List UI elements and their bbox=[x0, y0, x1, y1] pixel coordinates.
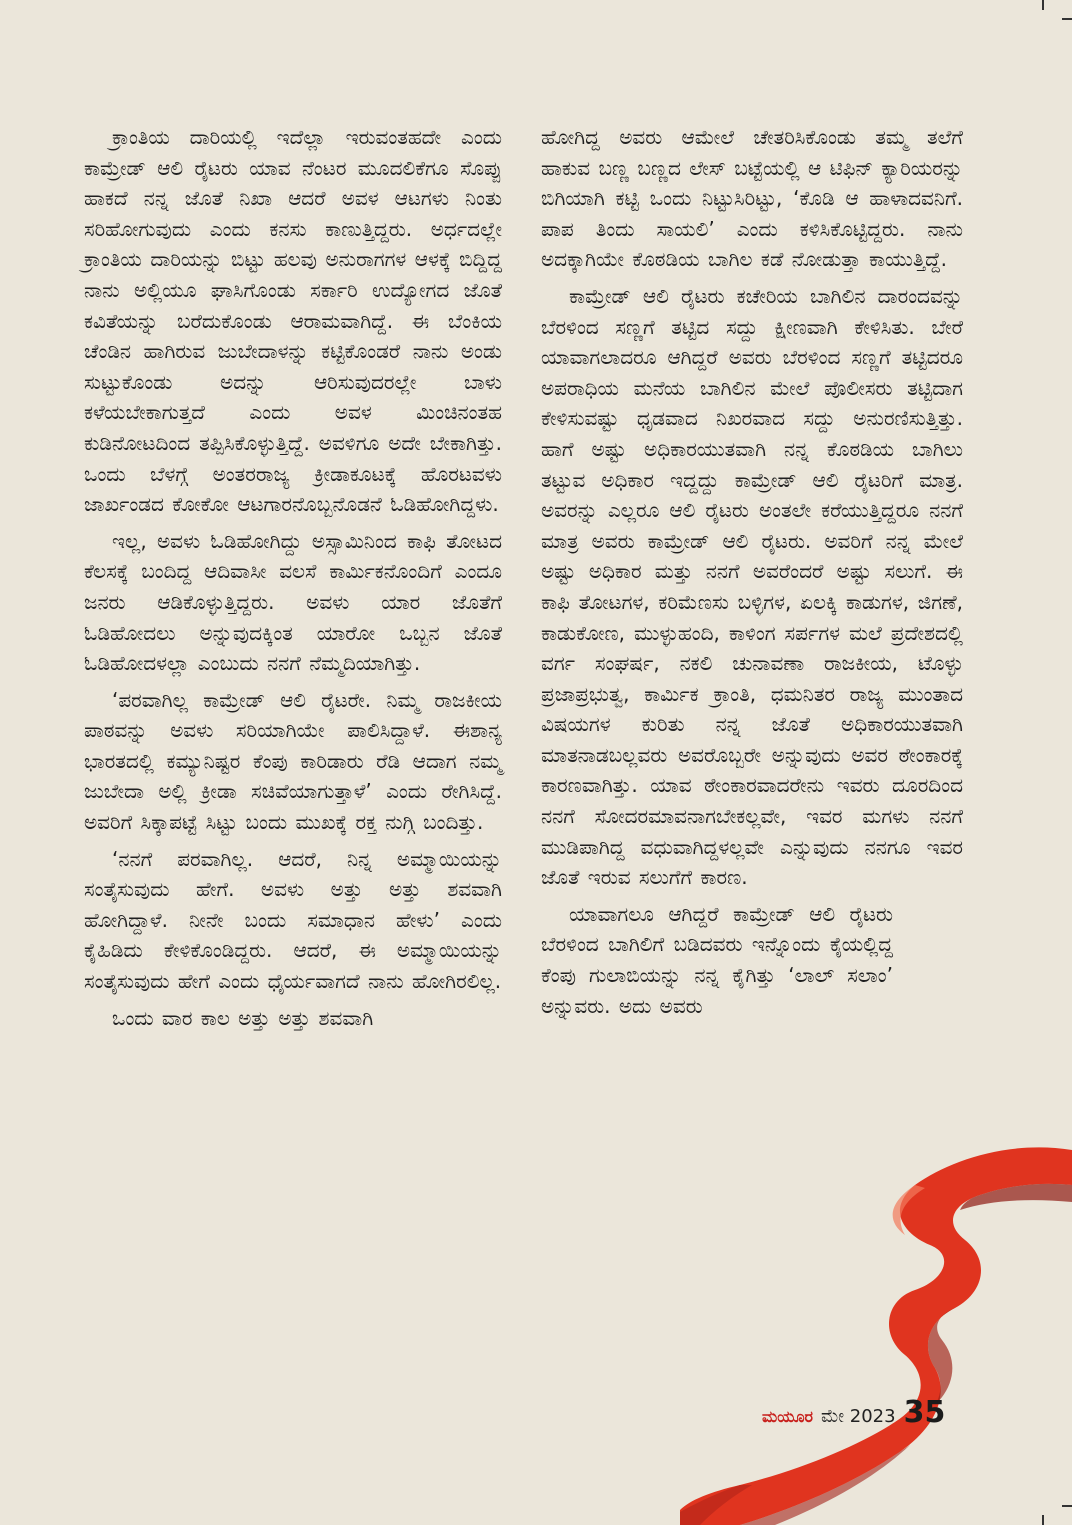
body-paragraph: ‘ನನಗೆ ಪರವಾಗಿಲ್ಲ. ಆದರೆ, ನಿನ್ನ ಅಮ್ಮಾಯಿಯನ್ನು ಸಂತೈಸುವುದು ಹೇಗೆ. ಅವಳು ಅತ್ತು ಅತ್ತು ಶವವಾಗಿ ಹೋಗಿದ್ದಾಳೆ. ನೀನೇ ಬಂದು ಸಮಾಧಾನ ಹೇಳು’ ಎಂದು ಕೈಹಿಡಿದು ಕೇಳಿಕೊಂಡಿದ್ದರು. ಆದರೆ, ಈ ಅಮ್ಮಾಯಿಯನ್ನು ಸಂತೈಸುವುದು ಹೇಗೆ ಎಂದು ಧೈರ್ಯವಾಗದೆ ನಾನು ಹೋಗಿರಲಿಲ್ಲ. bbox=[84, 846, 502, 994]
body-paragraph: ಕ್ರಾಂತಿಯ ದಾರಿಯಲ್ಲಿ ಇದೆಲ್ಲಾ ಇರುವಂತಹದೇ ಎಂದು ಕಾಮ್ರೇಡ್ ಆಲಿ ರೈಟರು ಯಾವ ನೆಂಟರ ಮೂದಲಿಕೆಗೂ ಸೊಪ್ಪು ಹಾಕದೆ ನನ್ನ ಜೊತೆ ನಿಖಾ ಆದರೆ ಅವಳ ಆಟಗಳು ನಿಂತು ಸರಿಹೋಗುವುದು ಎಂದು ಕನಸು ಕಾಣುತ್ತಿದ್ದರು. ಅರ್ಧದಲ್ಲೇ ಕ್ರಾಂತಿಯ ದಾರಿಯನ್ನು ಬಿಟ್ಟು ಹಲವು ಅನುರಾಗಗಳ ಆಳಕ್ಕೆ ಬಿದ್ದಿದ್ದ ನಾನು ಅಲ್ಲಿಯೂ ಘಾಸಿಗೊಂಡು ಸರ್ಕಾರಿ ಉದ್ಯೋಗದ ಜೊತೆ ಕವಿತೆಯನ್ನು ಬರೆದುಕೊಂಡು ಆರಾಮವಾಗಿದ್ದೆ. ಈ ಬೆಂಕಿಯ ಚೆಂಡಿನ ಹಾಗಿರುವ ಜುಬೇದಾಳನ್ನು ಕಟ್ಟಿಕೊಂಡರೆ ನಾನು ಅಂಡು ಸುಟ್ಟುಕೊಂಡು ಅದನ್ನು ಆರಿಸುವುದರಲ್ಲೇ ಬಾಳು ಕಳೆಯಬೇಕಾಗುತ್ತದೆ ಎಂದು ಅವಳ ಮಿಂಚಿನಂತಹ ಕುಡಿನೋಟದಿಂದ ತಪ್ಪಿಸಿಕೊಳ್ಳುತ್ತಿದ್ದೆ. ಅವಳಿಗೂ ಅದೇ ಬೇಕಾಗಿತ್ತು. ಒಂದು ಬೆಳಗ್ಗೆ ಅಂತರರಾಜ್ಯ ಕ್ರೀಡಾಕೂಟಕ್ಕೆ ಹೊರಟವಳು ಜಾರ್ಖಂಡದ ಕೋಕೋ ಆಟಗಾರನೊಬ್ಬನೊಡನೆ ಓಡಿಹೋಗಿದ್ದಳು. bbox=[84, 125, 502, 517]
crop-mark bbox=[1042, 0, 1044, 10]
issue-date: ಮೇ 2023 bbox=[821, 1406, 896, 1427]
body-paragraph: ಕಾಮ್ರೇಡ್ ಆಲಿ ರೈಟರು ಕಚೇರಿಯ ಬಾಗಿಲಿನ ದಾರಂದವನ್ನು ಬೆರಳಿಂದ ಸಣ್ಣಗೆ ತಟ್ಟಿದ ಸದ್ದು ಕ್ಷೀಣವಾಗಿ ಕೇಳಿಸಿತು. ಬೇರೆ ಯಾವಾಗಲಾದರೂ ಆಗಿದ್ದರೆ ಅವರು ಬೆರಳಿಂದ ಸಣ್ಣಗೆ ತಟ್ಟಿದರೂ ಅಪರಾಧಿಯ ಮನೆಯ ಬಾಗಿಲಿನ ಮೇಲೆ ಪೊಲೀಸರು ತಟ್ಟಿದಾಗ ಕೇಳಿಸುವಷ್ಟು ಧೃಡವಾದ ನಿಖರವಾದ ಸದ್ದು ಅನುರಣಿಸುತ್ತಿತ್ತು. ಹಾಗೆ ಅಷ್ಟು ಅಧಿಕಾರಯುತವಾಗಿ ನನ್ನ ಕೊಠಡಿಯ ಬಾಗಿಲು ತಟ್ಟುವ ಅಧಿಕಾರ ಇದ್ದದ್ದು ಕಾಮ್ರೇಡ್ ಆಲಿ ರೈಟರಿಗೆ ಮಾತ್ರ. ಅವರನ್ನು ಎಲ್ಲರೂ ಆಲಿ ರೈಟರು ಅಂತಲೇ ಕರೆಯುತ್ತಿದ್ದರೂ ನನಗೆ ಮಾತ್ರ ಅವರು ಕಾಮ್ರೇಡ್ ಆಲಿ ರೈಟರು. ಅವರಿಗೆ ನನ್ನ ಮೇಲೆ ಅಷ್ಟು ಅಧಿಕಾರ ಮತ್ತು ನನಗೆ ಅವರೆಂದರೆ ಅಷ್ಟು ಸಲುಗೆ. ಈ ಕಾಫಿ ತೋಟಗಳ, ಕರಿಮೆಣಸು ಬಳ್ಳಿಗಳ, ಏಲಕ್ಕಿ ಕಾಡುಗಳ, ಜಿಗಣೆ, ಕಾಡುಕೋಣ, ಮುಳ್ಳುಹಂದಿ, ಕಾಳಿಂಗ ಸರ್ಪಗಳ ಮಲೆ ಪ್ರದೇಶದಲ್ಲಿ ವರ್ಗ ಸಂಘರ್ಷ, ನಕಲಿ ಚುನಾವಣಾ ರಾಜಕೀಯ, ಟೊಳ್ಳು ಪ್ರಜಾಪ್ರಭುತ್ವ, ಕಾರ್ಮಿಕ ಕ್ರಾಂತಿ, ಧಮನಿತರ ರಾಜ್ಯ ಮುಂತಾದ ವಿಷಯಗಳ ಕುರಿತು ನನ್ನ ಜೊತೆ ಅಧಿಕಾರಯುತವಾಗಿ ಮಾತನಾಡಬಲ್ಲವರು ಅವರೊಬ್ಬರೇ ಅನ್ನುವುದು ಅವರ ಠೇಂಕಾರಕ್ಕೆ ಕಾರಣವಾಗಿತ್ತು. ಯಾವ ಠೇಂಕಾರವಾದರೇನು ಇವರು ದೂರದಿಂದ ನನಗೆ ಸೋದರಮಾವನಾಗಬೇಕಲ್ಲವೇ, ಇವರ ಮಗಳು ನನಗೆ ಮುಡಿಪಾಗಿದ್ದ ವಧುವಾಗಿದ್ದಳಲ್ಲವೇ ಎನ್ನುವುದು ನನಗೂ ಇವರ ಜೊತೆ ಇರುವ ಸಲುಗೆಗೆ ಕಾರಣ. bbox=[541, 283, 963, 890]
body-paragraph: ಇಲ್ಲ, ಅವಳು ಓಡಿಹೋಗಿದ್ದು ಅಸ್ಸಾಮಿನಿಂದ ಕಾಫಿ ತೋಟದ ಕೆಲಸಕ್ಕೆ ಬಂದಿದ್ದ ಆದಿವಾಸೀ ವಲಸೆ ಕಾರ್ಮಿಕನೊಂದಿಗೆ ಎಂದೂ ಜನರು ಆಡಿಕೊಳ್ಳುತ್ತಿದ್ದರು. ಅವಳು ಯಾರ ಜೊತೆಗೆ ಓಡಿಹೋದಲು ಅನ್ನುವುದಕ್ಕಿಂತ ಯಾರೋ ಒಬ್ಬನ ಜೊತೆ ಓಡಿಹೋದಳಲ್ಲಾ ಎಂಬುದು ನನಗೆ ನೆಮ್ಮದಿಯಾಗಿತ್ತು. bbox=[84, 528, 502, 676]
red-ribbon-illustration bbox=[680, 1140, 1072, 1525]
body-paragraph: ಒಂದು ವಾರ ಕಾಲ ಅತ್ತು ಅತ್ತು ಶವವಾಗಿ bbox=[112, 1005, 374, 1030]
right-column bbox=[541, 122, 963, 1027]
page-number: 35 bbox=[903, 1395, 946, 1430]
crop-mark bbox=[1062, 18, 1072, 20]
magazine-brand: ಮಯೂರ bbox=[762, 1407, 814, 1426]
body-paragraph: ‘ಪರವಾಗಿಲ್ಲ ಕಾಮ್ರೇಡ್ ಆಲಿ ರೈಟರೇ. ನಿಮ್ಮ ರಾಜಕೀಯ ಪಾಠವನ್ನು ಅವಳು ಸರಿಯಾಗಿಯೇ ಪಾಲಿಸಿದ್ದಾಳೆ. ಈಶಾನ್ಯ ಭಾರತದಲ್ಲಿ ಕಮ್ಯುನಿಷ್ಟರ ಕೆಂಪು ಕಾರಿಡಾರು ರೆಡಿ ಆದಾಗ ನಮ್ಮ ಜುಬೇದಾ ಅಲ್ಲಿ ಕ್ರೀಡಾ ಸಚಿವೆಯಾಗುತ್ತಾಳೆ’ ಎಂದು ರೇಗಿಸಿದ್ದೆ. ಅವರಿಗೆ ಸಿಕ್ಕಾಪಟ್ಟೆ ಸಿಟ್ಟು ಬಂದು ಮುಖಕ್ಕೆ ರಕ್ತ ನುಗ್ಗಿ ಬಂದಿತ್ತು. bbox=[84, 687, 502, 835]
body-paragraph: ಯಾವಾಗಲೂ ಆಗಿದ್ದರೆ ಕಾಮ್ರೇಡ್ ಆಲಿ ರೈಟರು ಬೆರಳಿಂದ ಬಾಗಿಲಿಗೆ ಬಡಿದವರು ಇನ್ನೊಂದು ಕೈಯಲ್ಲಿದ್ದ ಕೆಂಪು ಗುಲಾಬಿಯನ್ನು ನನ್ನ ಕೈಗಿತ್ತು ‘ಲಾಲ್ ಸಲಾಂ’ ಅನ್ನುವರು. ಅದು ಅವರು bbox=[541, 901, 893, 1018]
body-paragraph: ಹೋಗಿದ್ದ ಅವರು ಆಮೇಲೆ ಚೇತರಿಸಿಕೊಂಡು ತಮ್ಮ ತಲೆಗೆ ಹಾಕುವ ಬಣ್ಣ ಬಣ್ಣದ ಲೇಸ್ ಬಟ್ಟೆಯಲ್ಲಿ ಆ ಟಿಫಿನ್ ಕ್ಯಾರಿಯರನ್ನು ಬಿಗಿಯಾಗಿ ಕಟ್ಟಿ ಒಂದು ನಿಟ್ಟುಸಿರಿಟ್ಟು, ‘ಕೊಡಿ ಆ ಹಾಳಾದವನಿಗೆ. ಪಾಪ ತಿಂದು ಸಾಯಲಿ’ ಎಂದು ಕಳಿಸಿಕೊಟ್ಟಿದ್ದರು. ನಾನು ಅದಕ್ಕಾಗಿಯೇ ಕೊಠಡಿಯ ಬಾಗಿಲ ಕಡೆ ನೋಡುತ್ತಾ ಕಾಯುತ್ತಿದ್ದೆ. bbox=[541, 125, 963, 272]
page-footer bbox=[762, 1395, 945, 1429]
left-column bbox=[84, 122, 502, 1039]
